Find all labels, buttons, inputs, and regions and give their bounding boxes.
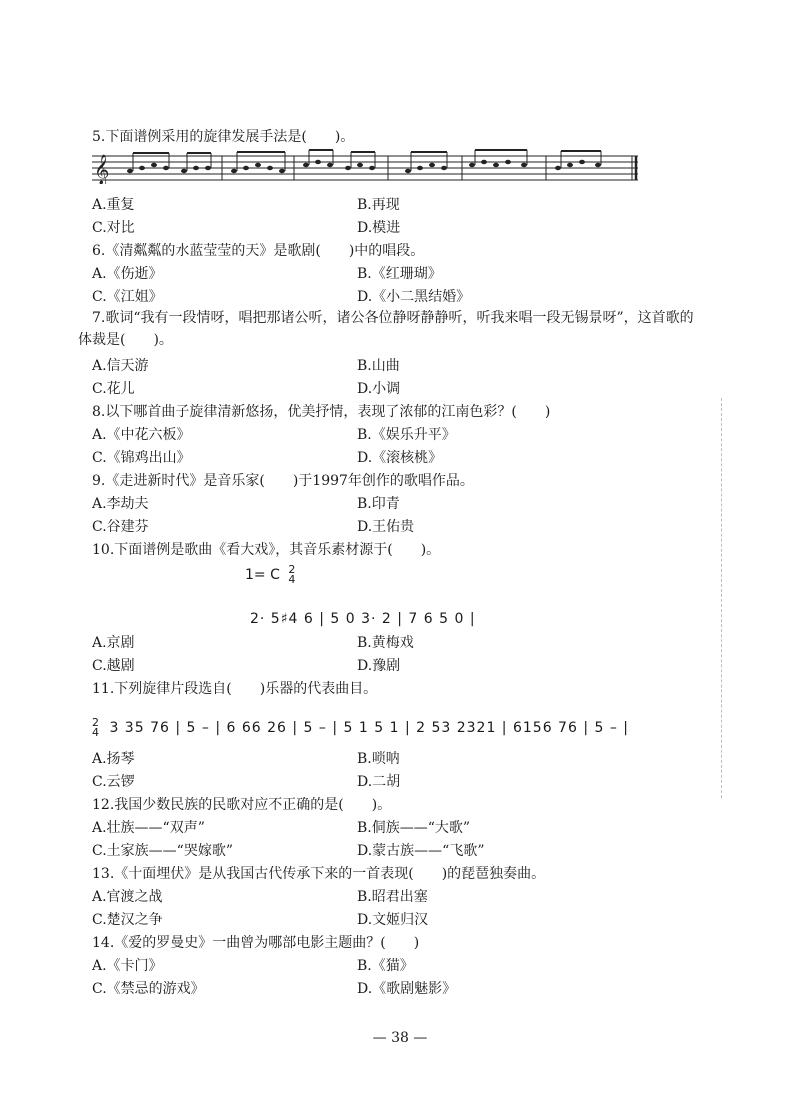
question-12-title: 12.我国少数民族的民歌对应不正确的是( )。 xyxy=(92,797,392,813)
option-c[interactable]: C.土家族——“哭嫁歌” xyxy=(92,843,233,859)
score11-line xyxy=(92,718,629,738)
option-a[interactable]: A.京剧 xyxy=(92,635,135,651)
option-a[interactable]: A.重复 xyxy=(92,197,135,213)
option-b[interactable]: B.黄梅戏 xyxy=(357,635,414,651)
option-c[interactable]: C.对比 xyxy=(92,220,135,236)
score10-notation: 2· 5♯4 6 | 5 0 3· 2 | 7 6 5 0 | xyxy=(250,611,476,627)
option-b[interactable]: B.侗族——“大歌” xyxy=(357,820,471,836)
option-c[interactable]: C.《锦鸡出山》 xyxy=(92,450,191,466)
question-14-title: 14.《爱的罗曼史》一曲曾为哪部电影主题曲？( ) xyxy=(92,935,420,951)
time-signature: 2 4 xyxy=(92,716,99,739)
question-11-title: 11.下列旋律片段选自( )乐器的代表曲目。 xyxy=(92,681,378,697)
option-d[interactable]: D.文姬归汉 xyxy=(357,912,429,928)
option-d[interactable]: D.豫剧 xyxy=(357,658,401,674)
option-a[interactable]: A.李劫夫 xyxy=(92,496,149,512)
option-c[interactable]: C.云锣 xyxy=(92,774,135,790)
option-c[interactable]: C.花儿 xyxy=(92,381,135,397)
page-number: — 38 — xyxy=(372,1030,428,1046)
option-d[interactable]: D.《小二黑结婚》 xyxy=(357,289,471,305)
question-8-title: 8.以下哪首曲子旋律清新悠扬，优美抒情，表现了浓郁的江南色彩？( ) xyxy=(92,404,551,420)
option-b[interactable]: B.印青 xyxy=(357,496,400,512)
option-b[interactable]: B.《红珊瑚》 xyxy=(357,266,442,282)
option-c[interactable]: C.《江姐》 xyxy=(92,289,163,305)
option-b[interactable]: B.《猫》 xyxy=(357,958,414,974)
option-d[interactable]: D.模进 xyxy=(357,220,401,236)
option-d[interactable]: D.蒙古族——“飞歌” xyxy=(357,843,485,859)
option-d[interactable]: D.王佑贵 xyxy=(357,519,415,535)
option-d[interactable]: D.小调 xyxy=(357,381,401,397)
score10-key xyxy=(245,565,295,585)
svg-text:𝄞: 𝄞 xyxy=(94,155,110,184)
option-c[interactable]: C.《禁忌的游戏》 xyxy=(92,981,205,997)
staff-notation-example xyxy=(92,148,638,184)
question-13-title: 13.《十面埋伏》是从我国古代传承下来的一首表现( )的琵琶独奏曲。 xyxy=(92,866,546,882)
question-9-title: 9.《走进新时代》是音乐家( )于1997年创作的歌唱作品。 xyxy=(92,473,474,489)
option-c[interactable]: C.楚汉之争 xyxy=(92,912,163,928)
question-6-title: 6.《清粼粼的水蓝莹莹的天》是歌剧( )中的唱段。 xyxy=(92,243,425,259)
option-d[interactable]: D.《歌剧魅影》 xyxy=(357,981,457,997)
option-a[interactable]: A.扬琴 xyxy=(92,751,135,767)
option-a[interactable]: A.《中花六板》 xyxy=(92,427,191,443)
option-b[interactable]: B.山曲 xyxy=(357,358,400,374)
option-b[interactable]: B.《娱乐升平》 xyxy=(357,427,456,443)
key-signature: 1= C xyxy=(245,567,280,583)
time-signature: 2 4 xyxy=(288,563,296,586)
question-5-title: 5.下面谱例采用的旋律发展手法是( )。 xyxy=(92,129,355,145)
option-b[interactable]: B.唢呐 xyxy=(357,751,400,767)
option-a[interactable]: A.壮族——“双声” xyxy=(92,820,205,836)
score11-notation: 3 35 76 | 5 – | 6 66 26 | 5 – | 5 1 5 1 | 2 53 2321 | 6156 76 | 5 – | xyxy=(109,720,630,736)
option-c[interactable]: C.越剧 xyxy=(92,658,135,674)
option-c[interactable]: C.谷建芬 xyxy=(92,519,149,535)
option-d[interactable]: D.《滚核桃》 xyxy=(357,450,443,466)
question-10-title: 10.下面谱例是歌曲《看大戏》，其音乐素材源于( )。 xyxy=(92,542,441,558)
option-b[interactable]: B.昭君出塞 xyxy=(357,889,428,905)
option-a[interactable]: A.官渡之战 xyxy=(92,889,163,905)
question-7-title: 7.歌词“我有一段情呀，唱把那诸公听，诸公各位静呀静静听，听我来唱一段无锡景呀”，这首歌的体裁是( )。 xyxy=(78,310,694,348)
option-d[interactable]: D.二胡 xyxy=(357,774,401,790)
option-a[interactable]: A.《伤逝》 xyxy=(92,266,163,282)
margin-rule xyxy=(721,398,722,798)
option-a[interactable]: A.《卡门》 xyxy=(92,958,163,974)
option-a[interactable]: A.信天游 xyxy=(92,358,149,374)
option-b[interactable]: B.再现 xyxy=(357,197,400,213)
